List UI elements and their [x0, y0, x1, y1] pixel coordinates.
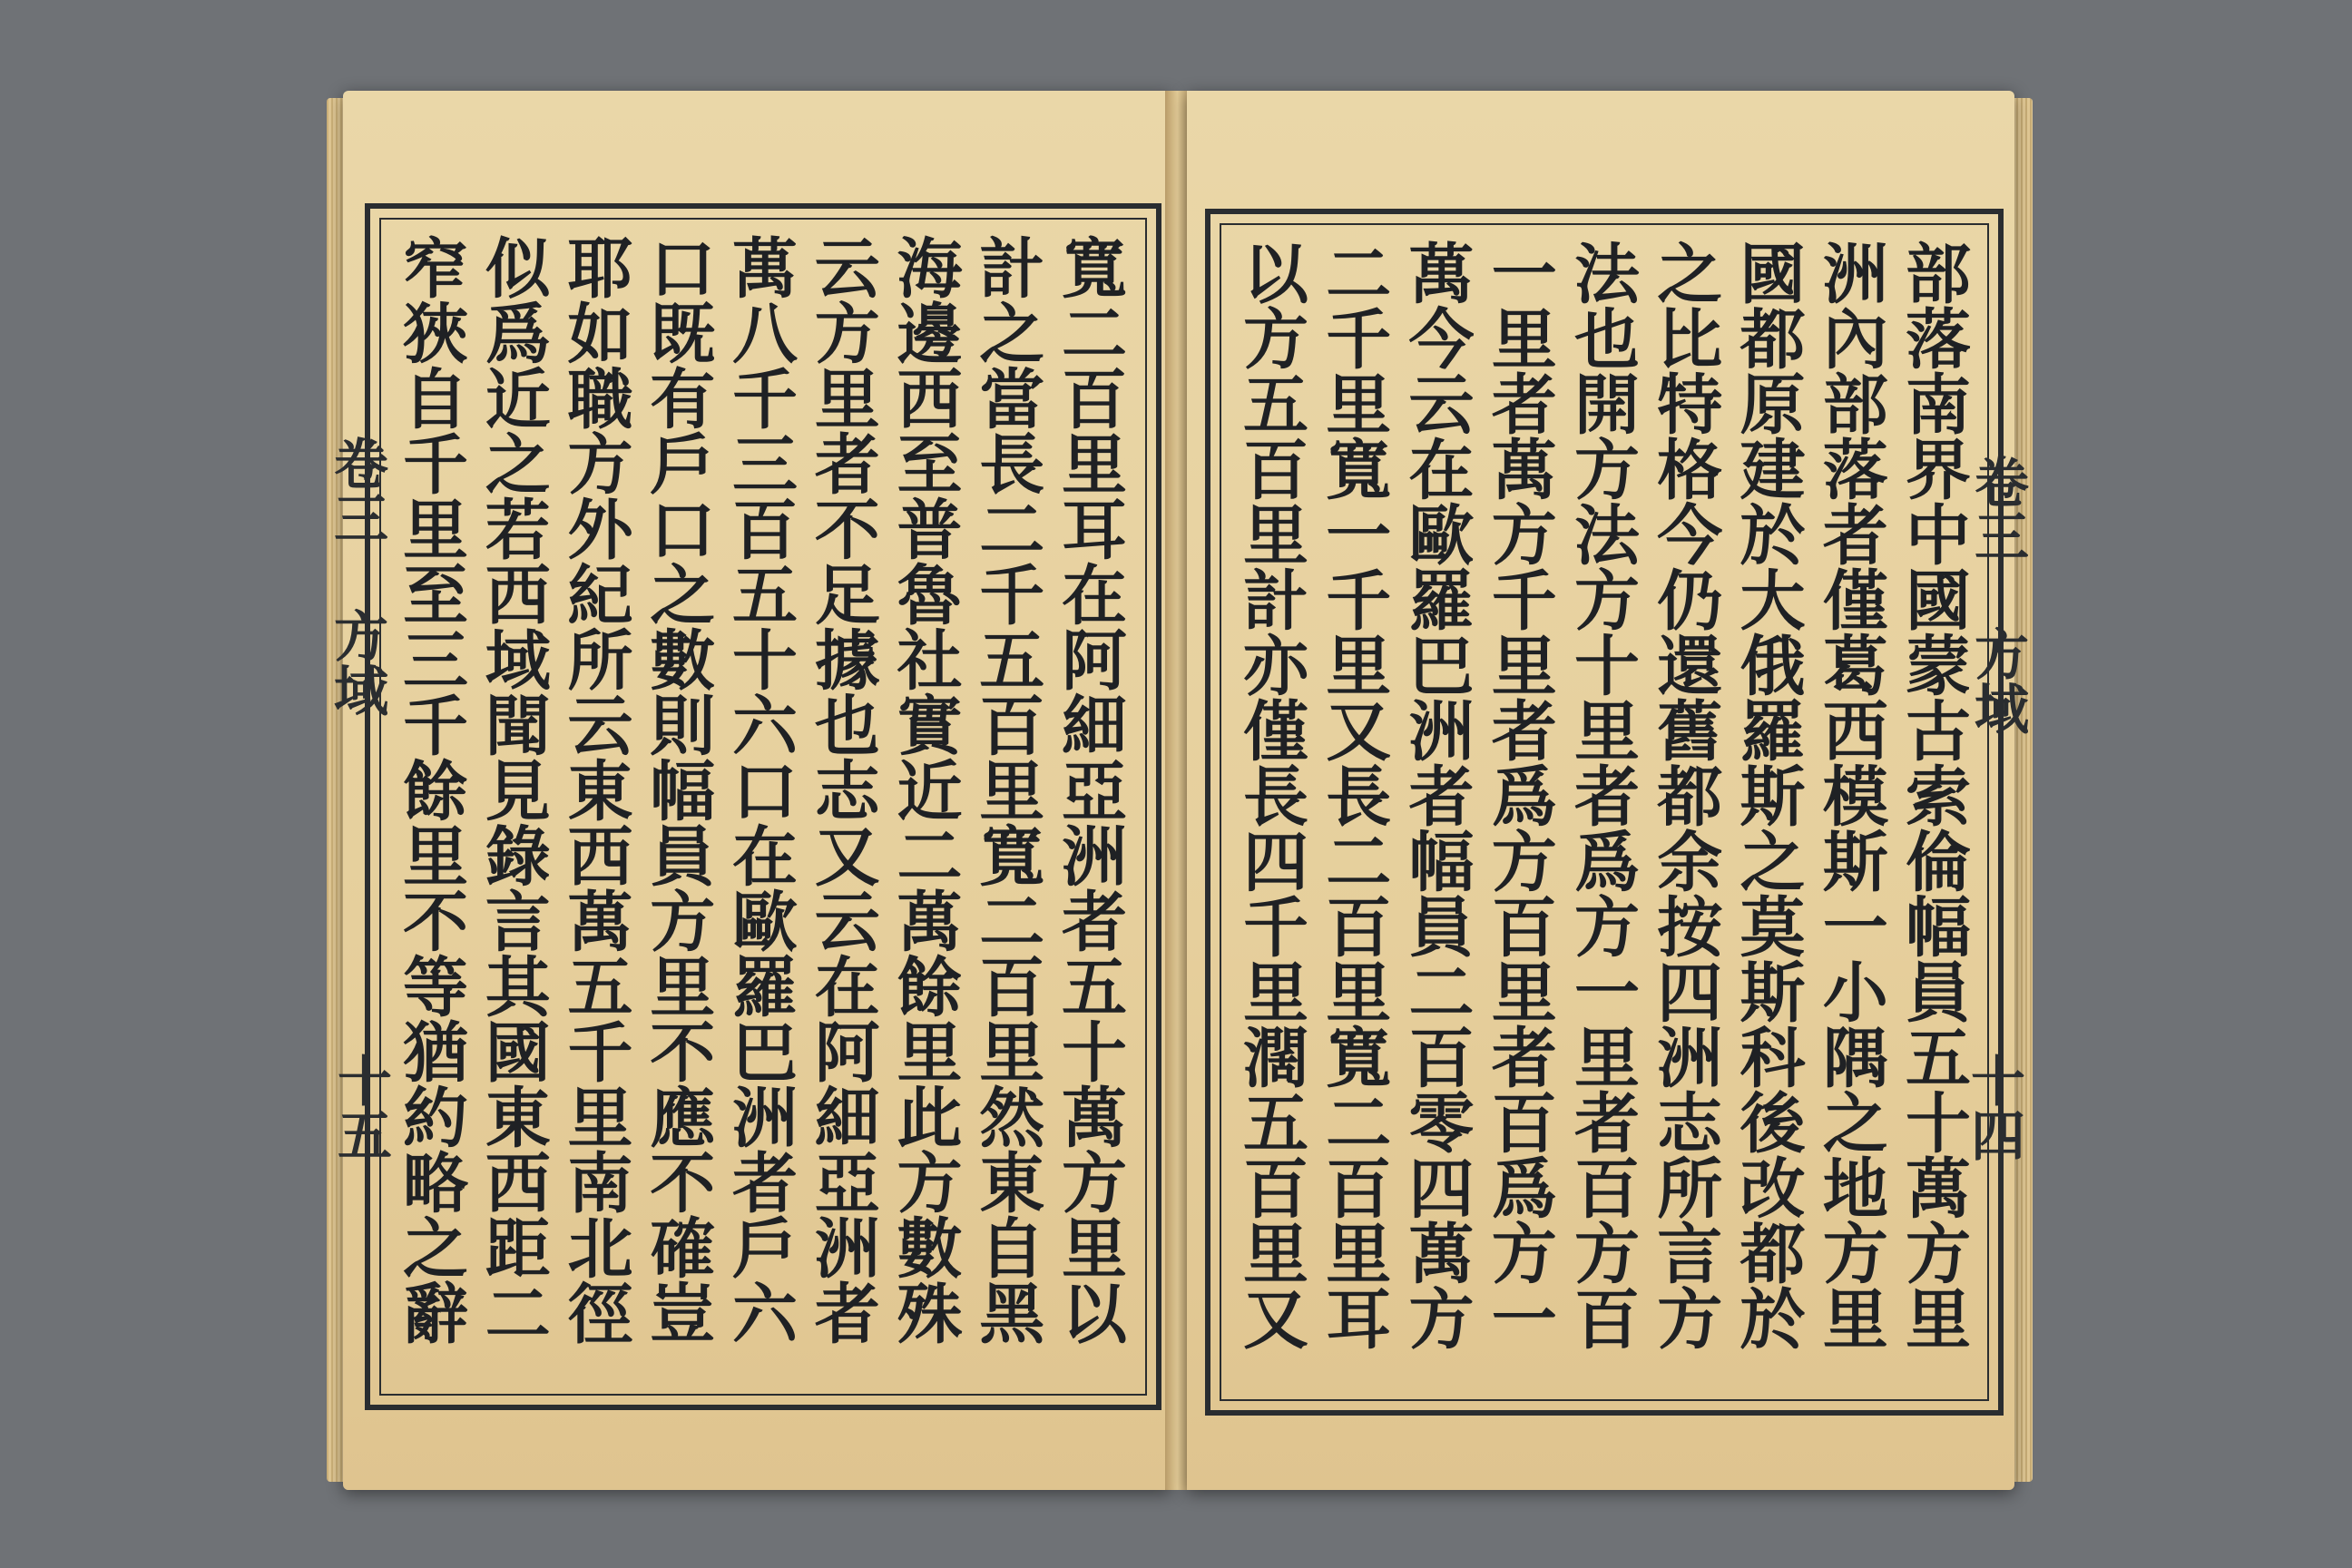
- text-column: 耶如職方外紀所云東西萬五千里南北徑: [556, 234, 634, 1345]
- left-margin-title: 卷三 方域: [325, 436, 388, 717]
- text-column: 二千里寬一千里又長二百里寬二百里耳: [1315, 240, 1393, 1350]
- right-text-frame: [1205, 209, 2004, 1416]
- text-column: 部落南界中國蒙古索倫幅員五十萬方里: [1895, 240, 1972, 1350]
- right-page: [1187, 91, 2029, 1490]
- text-column: 洲內部落者僅葛西模斯一小隅之地方里: [1811, 240, 1889, 1350]
- text-column: 以方五百里計亦僅長四千里濶五百里又: [1232, 240, 1309, 1350]
- text-column: 口既有戶口之數則幅員方里不應不確豈: [639, 234, 717, 1345]
- text-column: 國都原建於大俄羅斯之莫斯科後改都於: [1729, 240, 1807, 1350]
- text-column: 一里者萬方千里者爲方百里者百爲方一: [1480, 240, 1558, 1350]
- left-text-frame: [365, 203, 1161, 1410]
- left-page: [325, 91, 1171, 1490]
- text-column: 海邊西至普魯社實近二萬餘里此方數殊: [886, 234, 964, 1345]
- text-column: 萬八千三百五十六口在歐羅巴洲者戶六: [721, 234, 799, 1345]
- right-text-columns: [1230, 240, 1973, 1385]
- left-page-number: 十五: [328, 1053, 392, 1161]
- right-margin-title: 卷三 方域: [1965, 454, 2029, 735]
- left-text-columns: [390, 234, 1129, 1379]
- text-column: 云方里者不足據也志又云在阿細亞洲者: [803, 234, 881, 1345]
- text-column: 寬二百里耳在阿細亞洲者五十萬方里以: [1051, 234, 1128, 1345]
- text-column: 萬今云在歐羅巴洲者幅員二百零四萬方: [1397, 240, 1475, 1350]
- right-page-number: 十四: [1962, 1053, 2025, 1161]
- text-column: 計之當長二千五百里寬二百里然東自黑: [968, 234, 1046, 1345]
- text-column: 之比特格今仍還舊都余按四洲志所言方: [1646, 240, 1724, 1350]
- text-column: 似爲近之若西域聞見錄言其國東西距二: [474, 234, 552, 1345]
- text-column: 法也開方法方十里者爲方一里者百方百: [1563, 240, 1641, 1350]
- text-column: 窄狹自千里至三千餘里不等猶約略之辭: [392, 234, 469, 1345]
